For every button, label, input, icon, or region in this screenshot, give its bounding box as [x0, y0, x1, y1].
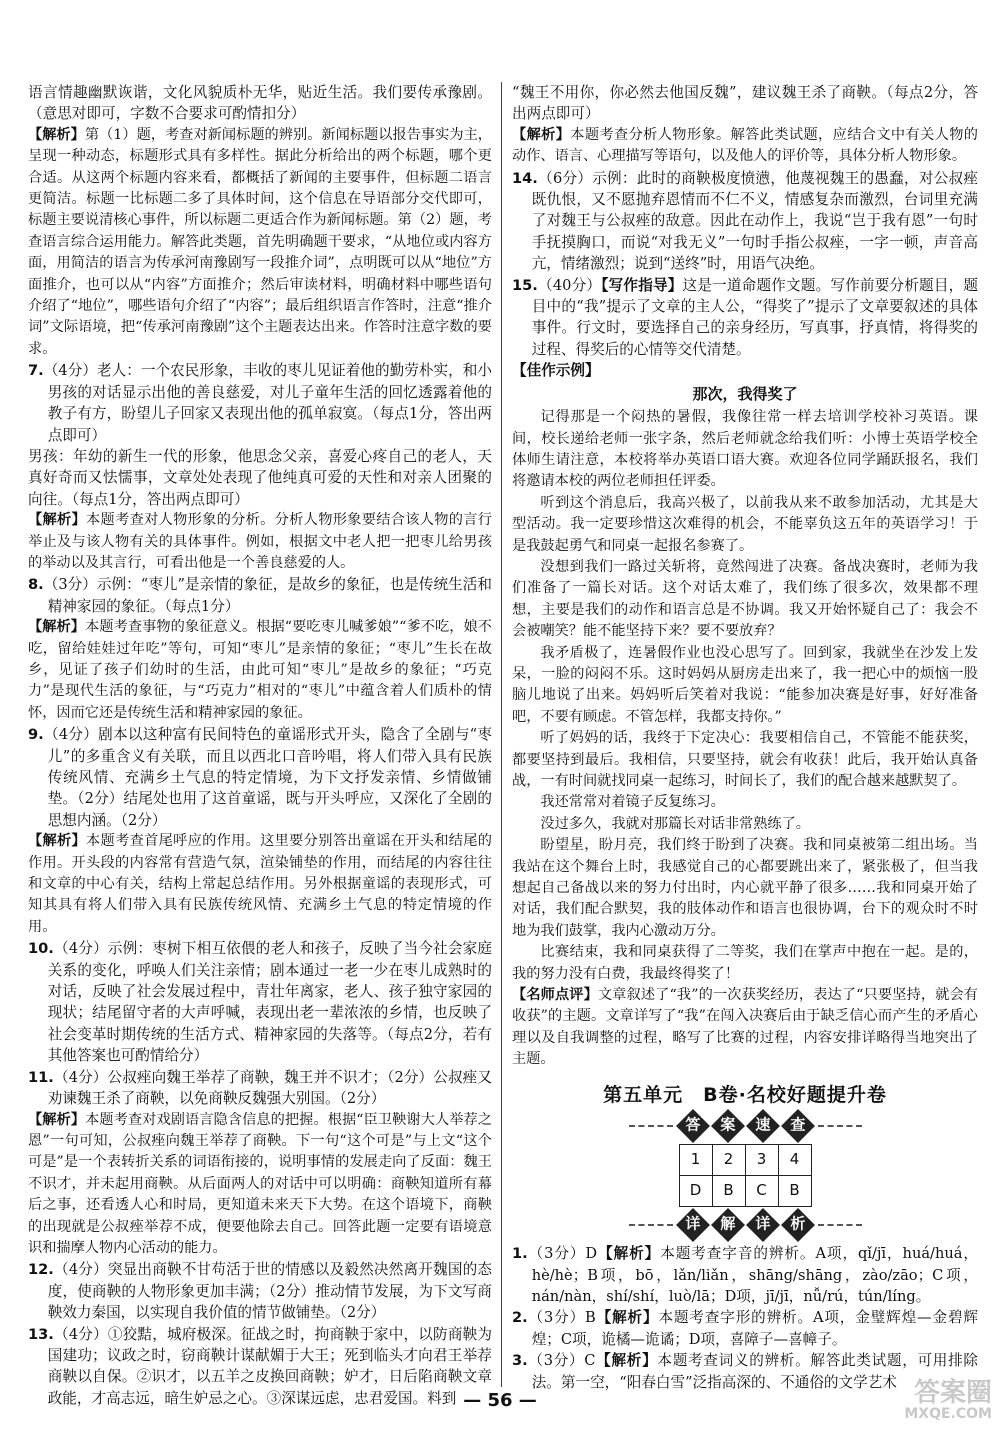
q-number-7: 7.: [28, 362, 44, 380]
analysis-tag: 【解析】: [28, 833, 87, 850]
answer-table-answer-cell: C: [745, 1176, 778, 1207]
analysis-6: [28, 125, 492, 360]
banner-char: [781, 1109, 815, 1143]
answer-table-answers-row: [679, 1176, 811, 1207]
answer-12: [28, 1259, 492, 1323]
essay-paragraph: 我还常常对着镜子反复练习。: [540, 794, 725, 811]
answer-14: [512, 168, 978, 275]
mc-answer-3-text: 本题考查词义的辨析。解答此类试题，可用排除法。第一空，“阳春白雪”泛指高深的、不通俗的文学艺术: [531, 1352, 978, 1391]
mc-answer-3-score: （3分）C: [527, 1352, 596, 1370]
essay-paragraph: 听了妈妈的话，我终于下定决心：我要相信自己，不管能不能获奖，都要坚持到最后。我相信，只要坚持，就会有收获！此后，我开始认真备战，一有时间就找同桌一起练习，时间长了，我们的配合越来越默契了。: [512, 730, 978, 789]
answer-13-text: （4分）①狡黠，城府极深。征战之时，拘商鞅于家中，以防商鞅为国建功；议政之时，窃商鞅计谋献媚于大王；死到临头才向君王举荐商鞅以自保。②识才，以五羊之皮换回商鞅；妒才，日后陷商鞅文章政能，才高志远，暗生妒忌之心。③深谋远虑，忠君爱国。料到: [47, 1325, 492, 1407]
answer-12-text: （4分）突显出商鞅不甘苟活于世的情感以及毅然决然离开魏国的态度，使商鞅的人物形象更加丰满；（2分）推动情节发展，为下文写商鞅效力秦国，以实现自我价值的情节做铺垫。（2分）: [47, 1261, 492, 1322]
banner-char-text: 速: [754, 1116, 771, 1135]
answer-9: [28, 724, 492, 831]
dashed-line: [818, 1125, 862, 1127]
banner-chars: [677, 1213, 814, 1237]
q-number-11: 11.: [28, 1068, 54, 1086]
essay-paragraph: 没想到我们一路过关斩将，竟然闯进了决赛。备战决赛时，老师为我们准备了一篇长对话。这个对话太难了，我们练了很多次，效果都不理想，主要是我们的动作和语言总是不协调。我又开始怀疑自己了：我会不会被嘲笑？能不能坚持下来？要不要放弃？: [512, 558, 978, 640]
essay-paragraph: 听到这个消息后，我高兴极了，以前我从来不敢参加活动，尤其是大型活动。我一定要珍惜这次难得的机会，不能辜负这五年的英语学习！于是我鼓起勇气和同桌一起报名参赛了。: [512, 494, 978, 554]
essay-paragraph: 盼望星，盼月亮，我们终于盼到了决赛。我和同桌被第二组出场。当我站在这个舞台上时，我感觉自己的心都要跳出来了，紧张极了，但当我想起自己备战以来的努力付出时，内心就平静了很多……我和同桌开始了对话，我们配合默契，我的肢体动作和语言也很协调，台下的观众时不时地为我们鼓掌，我内心激动万分。: [512, 837, 978, 939]
watermark-logo: [852, 1380, 992, 1424]
answer-table-answer-cell: D: [679, 1176, 712, 1207]
answer-11: [28, 1067, 492, 1110]
writing-guide-text: 这是一道命题作文题。写作前要分析题目，题目中的“我”提示了文章的主人公，“得奖了”提示了文章要叙述的具体事件。行文时，要选择自己的亲身经历，写真事，抒真情，将得奖的过程、得奖后的心情等交代清楚。: [531, 276, 978, 358]
banner-char: [746, 1109, 780, 1143]
writing-guide-tag: 【写作指导】: [601, 276, 683, 294]
analysis-tag: 【解析】: [595, 1352, 658, 1370]
answer-table: [679, 1144, 812, 1207]
comment-text: 文章叙述了“我”的一次获奖经历，表达了“只要坚持，就会有收获”的主题。文章详写了“我”在闯入决赛后由于缺乏信心而产生的矛盾心理以及自我调整的过程，略写了比赛的过程，内容安排详略得当地突出了主题。: [512, 987, 978, 1068]
essay-paragraph: 没过多久，我就对那篇长对话非常熟练了。: [540, 815, 810, 832]
mc-answer-1-score: （3分）D: [527, 1245, 598, 1263]
answer-8: [28, 574, 492, 617]
answer-7-text: （4分）老人：一个农民形象，丰收的枣儿见证着他的勤劳朴实，和小男孩的对话显示出他的善良慈爱，对儿子童年生活的回忆透露着他的教子有方，盼望儿子回家又表现出他的孤单寂寞。（每点1分，答出两点即可）: [43, 362, 492, 444]
mc-answer-2-text: 本题考查字形的辨析。A项，金璧辉煌—金碧辉煌；C项，诡橘—诡谲；D项，喜障子—喜幛子。: [531, 1309, 978, 1348]
banner-char: [676, 1109, 710, 1143]
q-number-8: 8.: [28, 576, 44, 594]
right-column: [512, 82, 978, 1393]
analysis-9-text: 本题考查首尾呼应的作用。这里要分别答出童谣在开头和结尾的作用。开头段的内容常有营造气氛，渲染铺垫的作用，而结尾的内容往往和文章的中心有关，结构上常起总结作用。另外根据童谣的表现形式，可知其具有将人们带入具有民族传统风情、充满乡土气息的特定情境的作用。: [28, 833, 492, 935]
banner-char: [711, 1208, 745, 1242]
detailed-analysis-banner: [512, 1213, 978, 1237]
answer-7: [28, 360, 492, 446]
answer-table-number-cell: 3: [745, 1145, 778, 1176]
banner-char: [781, 1208, 815, 1242]
banner-char-text: 案: [719, 1116, 736, 1135]
analysis-7: [28, 510, 492, 574]
banner-char-text: 解: [719, 1215, 736, 1234]
answer-7b: 男孩：年幼的新生一代的形象，他思念父亲，喜爱心疼自己的老人，天真好奇而又怯懦事，文章处处表现了他纯真可爱的天性和对亲人团聚的向往。（每点1分，答出两点即可）: [28, 447, 492, 508]
answer-8-text: （3分）示例：“枣儿”是亲情的象征，是故乡的象征，也是传统生活和精神家园的象征。（每点1分）: [43, 576, 492, 615]
analysis-8-text: 本题考查事物的象征意义。根据“要吃枣儿喊爹娘”“爹不吃，娘不吃，留给娃娃过年吃”等句，可知“枣儿”是亲情的象征；“枣儿”生长在故乡，见证了孩子们幼时的生活，由此可知“枣儿”是故乡的象征；“巧克力”是现代生活的象征，与“巧克力”相对的“枣儿”中蕴含着人们质朴的情怀，因而它还是传统生活和精神家园的象征。: [28, 619, 492, 721]
banner-char-text: 详: [754, 1215, 771, 1234]
analysis-tag: 【解析】: [512, 126, 571, 143]
q-number-12: 12.: [28, 1261, 54, 1279]
analysis-11: [28, 1110, 492, 1260]
page-number: — 56 —: [463, 1390, 537, 1411]
analysis-tag: 【解析】: [28, 512, 87, 529]
analysis-tag: 【解析】: [28, 619, 86, 636]
q-number-14: 14.: [512, 169, 538, 187]
mc-number-2: 2.: [512, 1309, 528, 1327]
essay-paragraph: 我矛盾极了，连暑假作业也没心思写了。回到家，我就坐在沙发上发呆，一脸的闷闷不乐。这时妈妈从厨房走出来了，我一把心中的烦恼一股脑儿地说了出来。妈妈听后笑着对我说：“能参加决赛是好事，好好准备吧，不要有顾虑。不管怎样，我都支持你。”: [512, 644, 978, 725]
dashed-line: [629, 1125, 673, 1127]
banner-chars: [677, 1114, 814, 1138]
answer-table-answer-cell: B: [778, 1176, 811, 1207]
banner-char: [746, 1208, 780, 1242]
mc-answer-1-text: 本题考查字音的辨析。A项，qǐ/jī，huá/huá，hè/hè；B项，bō，lǎn/liǎn，shāng/shāng，zào/zāo；C项，nán/nàn，shí/shí，luò/lā；D项，jī/jī，nǚ/rú，tún/líng。: [531, 1245, 978, 1305]
analysis-8: [28, 617, 492, 724]
banner-char-text: 查: [789, 1116, 806, 1135]
essay-title: 那次，我得奖了: [692, 384, 798, 403]
watermark-text: 答案圈: [913, 1378, 992, 1408]
mc-number-3: 3.: [512, 1352, 528, 1370]
analysis-tag: 【解析】: [597, 1245, 661, 1263]
comment-tag: 【名师点评】: [512, 987, 598, 1004]
unit-title: 第五单元 B卷·名校好题提升卷: [603, 1083, 887, 1106]
answer-table-answer-cell: B: [712, 1176, 745, 1207]
watermark-url: MXQE.COM: [904, 1406, 992, 1422]
answer-quick-check-banner: [512, 1114, 978, 1138]
intro-text: 语言情趣幽默诙谐，文化风貌质朴无华，贴近生活。我们要传承豫剧。（意思对即可，字数不合要求可酌情扣分）: [28, 84, 492, 123]
banner-char: [676, 1208, 710, 1242]
answer-9-text: （4分）剧本以这种富有民间特色的童谣形式开头，隐含了全剧与“枣儿”的多重含义有关联，而且以西北口音吟唱，将人们带入具有民族传统风情、充满乡土气息的特定情境，为下文抒发亲情、乡情做铺垫。（2分）结尾处也用了这首童谣，既与开头呼应，又深化了全剧的思想内涵。（2分）: [43, 726, 492, 829]
answer-15-score: （40分）: [537, 276, 602, 294]
answer-10-text: （4分）示例：枣树下相互依偎的老人和孩子，反映了当今社会家庭关系的变化，呼唤人们关注亲情；剧本通过一老一少在枣儿成熟时的对话，反映了社会发展过程中，青壮年离家，老人、孩子独守家园的现状；结尾留守者的大声呼喊，表现出老一辈浓浓的乡情，也反映了社会变革时期传统的生活方式、精神家园的失落等。（每点2分，若有其他答案也可酌情给分）: [47, 940, 492, 1065]
dashed-line: [818, 1224, 862, 1226]
banner-char-text: 析: [789, 1215, 806, 1234]
analysis-tag: 【解析】: [28, 1111, 86, 1128]
answer-table-number-cell: 4: [778, 1145, 811, 1176]
essay-body: [512, 407, 978, 985]
answer-15: [512, 275, 978, 361]
q-number-13: 13.: [28, 1325, 54, 1343]
analysis-11-text: 本题考查对戏剧语言隐含信息的把握。根据“臣卫鞅谢大人举荐之恩”一句可知，公叔痤向魏王举荐了商鞅。下一句“这个可是”与上文“这个可是”是一个表转折关系的词语衔接的，说明事情的发展走向了反面：魏王不识才，并未起用商鞅。从后面两人的对话中可以明确：商鞅知道所有幕后之事，还看透人心和时局，更知道未来天下大势。在这个语境下，商鞅的出现就是公叔痤举荐不成，便要他除去自己。回答此题一定要有语境意识和揣摩人物内心活动的能力。: [28, 1111, 492, 1256]
column-divider: [501, 82, 502, 1387]
mc-answer-2: [512, 1307, 978, 1350]
dashed-line: [629, 1224, 673, 1226]
left-column: [28, 82, 492, 1409]
answer-table-number-cell: 2: [712, 1145, 745, 1176]
mc-answer-2-score: （3分）B: [527, 1309, 596, 1327]
analysis-tag: 【解析】: [28, 126, 85, 143]
analysis-6-text: 第（1）题，考查对新闻标题的辨别。新闻标题以报告事实为主，呈现一种动态，标题形式具有多样性。据此分析给出的两个标题，哪个更合适。从这两个标题内容来看，都概括了新闻的主要事件，但标题二语言更简洁。标题一比标题二多了具体时间，这个信息在导语部分交代即可，标题主要说清核心事件，所以标题二更适合作为新闻标题。第（2）题，考查语言综合运用能力。解答此类题，首先明确题干要求，“从地位或内容方面，用简洁的语言为传承河南豫剧写一段推介词”，点明既可以从“地位”方面推介，也可以从“内容”方面推介；然后审读材料，明确材料中哪些语句介绍了“地位”，哪些语句介绍了“内容”；最后组织语言作答时，注意“推介词”文际语境，把“传承河南豫剧”这个主题表达出来。作答时注意字数的要求。: [28, 126, 492, 357]
banner-char: [711, 1109, 745, 1143]
q-number-10: 10.: [28, 940, 54, 958]
banner-char-text: 答: [684, 1116, 701, 1135]
analysis-9: [28, 831, 492, 938]
teacher-comment: [512, 985, 978, 1071]
answer-table-numbers-row: [679, 1145, 811, 1176]
analysis-13: [512, 125, 978, 168]
mc-number-1: 1.: [512, 1245, 528, 1263]
answer-13-continued: “魏王不用你，你必然去他国反魏”，建议魏王杀了商鞅。（每点2分，答出两点即可）: [512, 84, 978, 123]
answer-table-number-cell: 1: [679, 1145, 712, 1176]
answer-10: [28, 938, 492, 1066]
analysis-7-text: 本题考查对人物形象的分析。分析人物形象要结合该人物的言行举止及与该人物有关的具体事件。例如，根据文中老人把一把枣儿给男孩的举动以及其言行，可看出他是一个善良慈爱的人。: [28, 512, 492, 571]
analysis-13-text: 本题考查分析人物形象。解答此类试题，应结合文中有关人物的动作、语言、心理描写等语句，以及他人的评价等，具体分析人物形象。: [512, 126, 978, 165]
essay-paragraph: 比赛结束，我和同桌获得了二等奖，我们在掌声中抱在一起。是的，我的努力没有白费，我最终得奖了！: [512, 944, 978, 982]
essay-paragraph: 记得那是一个闷热的暑假，我像往常一样去培训学校补习英语。课间，校长递给老师一张字条，然后老师就念给我们听：小博士英语学校全体师生请注意，本校将举办英语口语大赛。欢迎各位同学踊跃报名，我们将邀请本校的两位老师担任评委。: [512, 409, 978, 490]
q-number-15: 15.: [512, 276, 538, 294]
mc-answer-1: [512, 1243, 978, 1307]
banner-char-text: 详: [684, 1215, 701, 1234]
q-number-9: 9.: [28, 726, 44, 744]
answer-11-text: （4分）公叔痤向魏王举荐了商鞅，魏王并不识才；（2分）公叔痤又劝谏魏王杀了商鞅，以免商鞅反魏强大别国。（2分）: [47, 1068, 492, 1108]
example-tag: 【佳作示例】: [512, 362, 600, 380]
analysis-tag: 【解析】: [595, 1309, 659, 1327]
answer-14-text: （6分）示例：此时的商鞅极度愤懑，他蔑视魏王的愚蠢，对公叔痤既仇恨，又不愿抛弃恩情而不仁不义，情感复杂而激烈，台词里充满了对魏王与公叔痤的敌意。因此在动作上，我说“岂于我有恩”一句时手抚摸胸口，而说“对我无义”一句时手指公叔痤，一字一顿，声音高亢，情绪激烈；说到“送终”时，用语气决绝。: [531, 169, 978, 273]
